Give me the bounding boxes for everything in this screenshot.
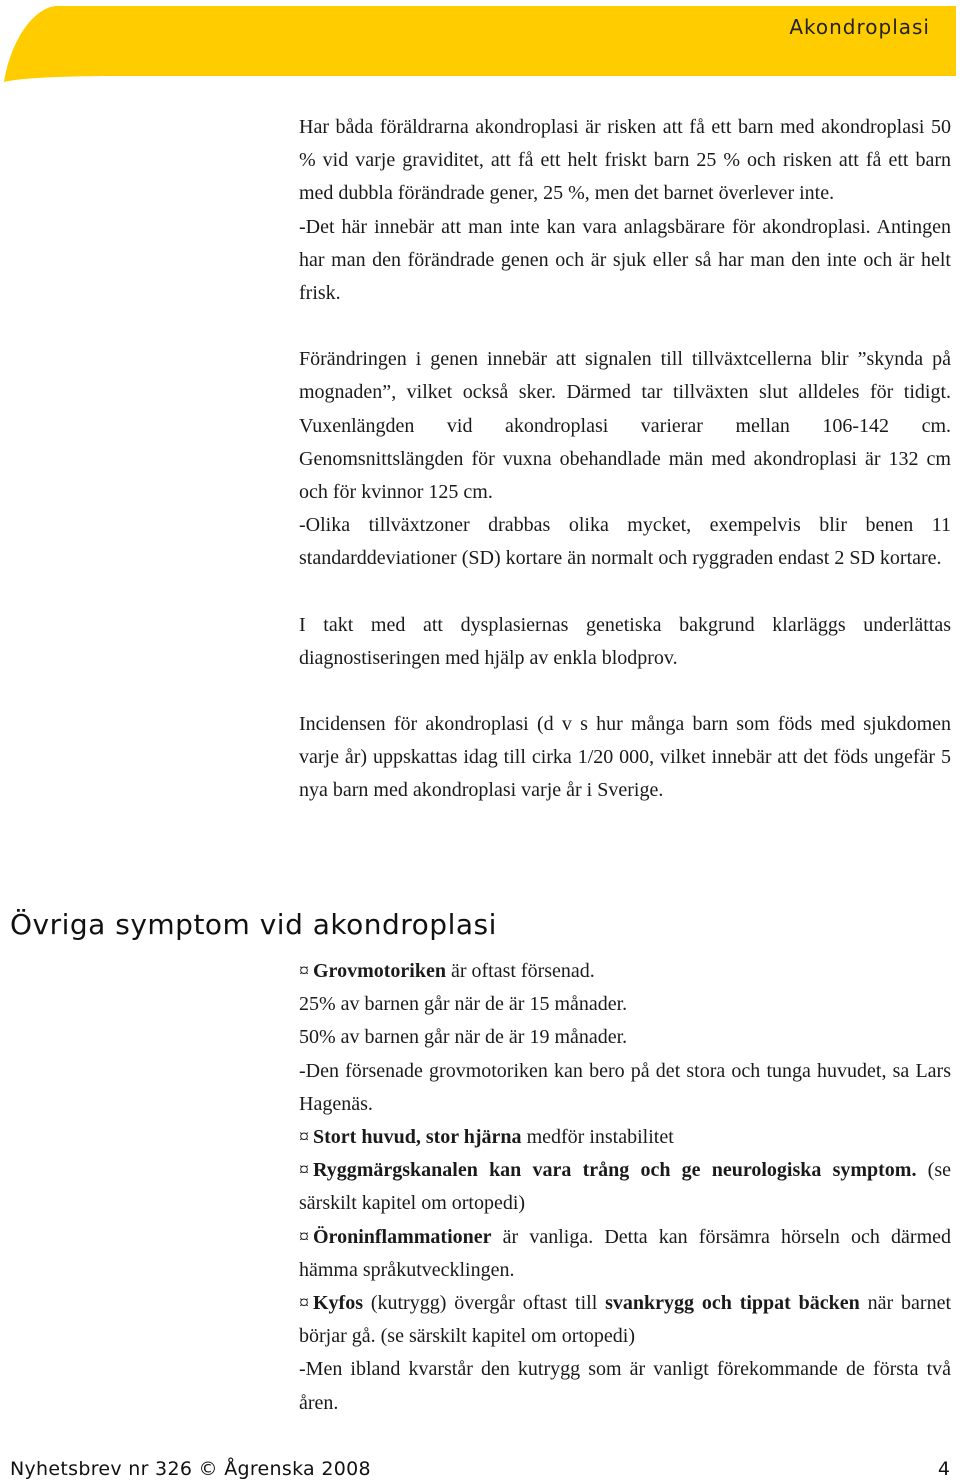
article-body <box>299 111 951 808</box>
list-line: -Men ibland kvarstår den kutrygg som är vanligt förekommande de första två åren. <box>299 1358 951 1414</box>
list-item <box>299 1121 951 1154</box>
bullet-icon: ¤ <box>299 960 309 982</box>
list-item <box>299 1287 951 1353</box>
list-item <box>299 1154 951 1220</box>
symptom-term: Stort huvud, stor hjärna <box>313 1126 522 1149</box>
list-line: 50% av barnen går när de är 19 månader. <box>299 1026 628 1049</box>
footer-publication: Nyhetsbrev nr 326 © Ågrenska 2008 <box>10 1458 371 1480</box>
header-band <box>0 0 960 90</box>
symptom-text: är oftast försenad. <box>445 960 595 982</box>
symptom-term: Grovmotoriken <box>313 960 446 982</box>
symptom-text: är vanliga. Detta kan försämra hörseln och därmed hämma språkutvecklingen. <box>299 1225 951 1281</box>
paragraph: Har båda föräldrarna akondroplasi är risken att få ett barn med akondroplasi 50 % vid varje graviditet, att få ett helt friskt barn 25 % och risken att få ett barn med dubbla förändrade gener, 25 %, men det barnet överlever inte. <box>299 116 951 205</box>
bullet-icon: ¤ <box>299 1126 309 1149</box>
symptom-term: Öroninflammationer <box>313 1225 492 1248</box>
bullet-icon: ¤ <box>299 1159 309 1182</box>
list-line: -Den försenade grovmotoriken kan bero på det stora och tunga huvudet, sa Lars Hagenäs. <box>299 1059 951 1115</box>
symptom-text: (se särskilt kapitel om ortopedi) <box>299 1159 951 1215</box>
symptom-term: Ryggmärgskanalen kan vara trång och ge neurologiska symptom. <box>313 1159 917 1182</box>
symptom-term: Kyfos <box>313 1292 363 1315</box>
symptom-text: medför instabilitet <box>521 1126 674 1149</box>
symptom-text: när barnet börjar gå. (se särskilt kapitel om ortopedi) <box>299 1292 952 1348</box>
page-number: 4 <box>937 1458 950 1480</box>
bullet-icon: ¤ <box>299 1292 309 1315</box>
list-item <box>299 955 951 988</box>
bullet-icon: ¤ <box>299 1225 309 1248</box>
paragraph: Förändringen i genen innebär att signalen till tillväxtcellerna blir ”skynda på mognaden”, vilket också sker. Därmed tar tillväxten slut alldeles för tidigt. Vuxenlängden vid akondroplasi varierar mellan 106-142 cm. Genomsnittslängden för vuxna obehandlade män med akondroplasi är 132 cm och för kvinnor 125 cm. <box>299 348 951 504</box>
symptom-text: (kutrygg) övergår oftast till <box>363 1292 606 1315</box>
list-item <box>299 1221 951 1287</box>
symptom-list <box>299 955 951 1420</box>
paragraph: Incidensen för akondroplasi (d v s hur många barn som föds med sjukdomen varje år) uppskattas idag till cirka 1/20 000, vilket innebär att det föds ungefär 5 nya barn med akondroplasi varje år i Sverige. <box>299 713 951 802</box>
paragraph: -Olika tillväxtzoner drabbas olika mycket, exempelvis blir benen 11 standarddeviationer (SD) kortare än normalt och ryggraden endast 2 SD kortare. <box>299 514 951 570</box>
section-heading: Övriga symptom vid akondroplasi <box>10 908 497 941</box>
paragraph: -Det här innebär att man inte kan vara anlagsbärare för akondroplasi. Antingen har man den förändrade genen och är sjuk eller så har man den inte och är helt frisk. <box>299 215 951 305</box>
paragraph: I takt med att dysplasiernas genetiska bakgrund klarläggs underlättas diagnostiseringen med hjälp av enkla blodprov. <box>299 613 951 669</box>
symptom-term: svankrygg och tippat bäcken <box>605 1292 860 1315</box>
header-band-shape <box>0 0 960 90</box>
header-title: Akondroplasi <box>789 15 930 39</box>
list-line: 25% av barnen går när de är 15 månader. <box>299 993 628 1016</box>
